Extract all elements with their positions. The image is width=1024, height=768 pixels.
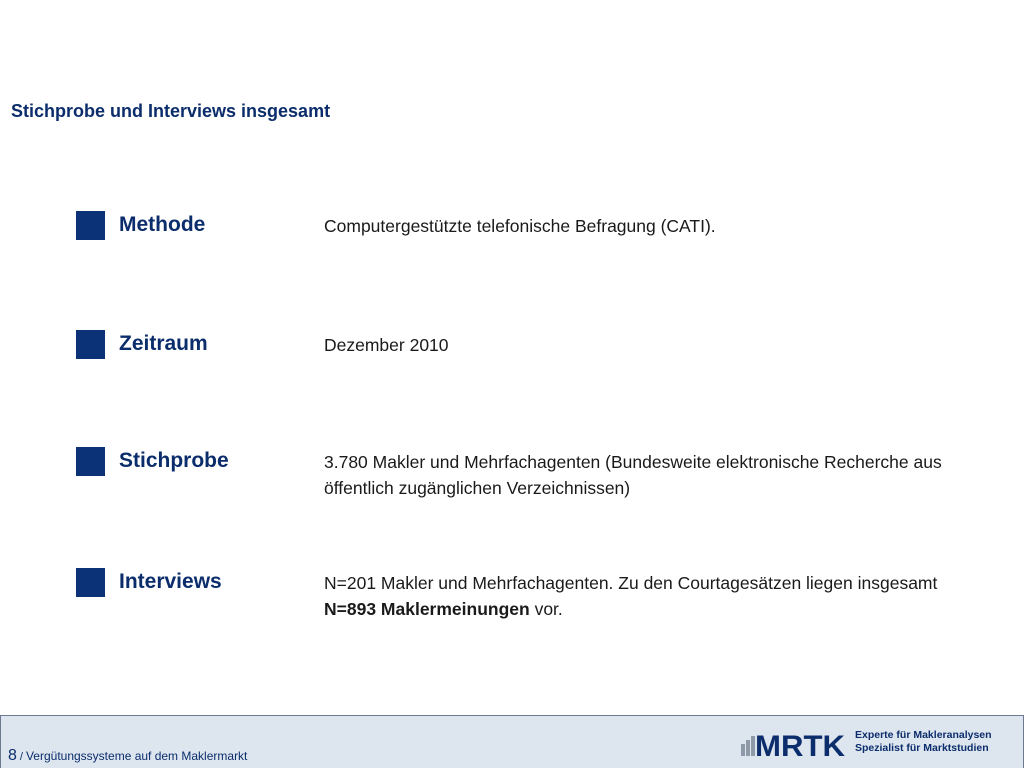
square-bullet-icon [76, 330, 105, 359]
item-label: Interviews [119, 570, 222, 593]
page-number: 8 [8, 747, 17, 764]
footer-bar [0, 715, 1024, 768]
footer-caption [8, 747, 247, 765]
square-bullet-icon [76, 211, 105, 240]
item-text-bold: N=893 Maklermeinungen [324, 599, 530, 619]
logo-bar-1 [741, 744, 745, 756]
square-bullet-icon [76, 568, 105, 597]
item-label: Methode [119, 213, 206, 236]
footer-tagline [855, 729, 992, 755]
item-text: Dezember 2010 [324, 335, 449, 355]
item-text [324, 570, 944, 622]
tagline-line-1: Experte für Makleranalysen [855, 729, 992, 741]
footer-subtitle: Vergütungssysteme auf dem Maklermarkt [25, 749, 248, 763]
tagline-line-2: Spezialist für Marktstudien [855, 742, 989, 754]
item-text: Computergestützte telefonische Befragung (CATI). [324, 216, 716, 236]
item-label: Zeitraum [119, 332, 208, 355]
logo-bar-2 [746, 740, 750, 756]
item-text-suffix: vor. [529, 599, 563, 619]
item-text-prefix: N=201 Makler und Mehrfachagenten. Zu den Courtagesätzen liegen insgesamt [324, 573, 938, 593]
mrtk-logo-icon [741, 728, 847, 758]
item-text: 3.780 Makler und Mehrfachagenten (Bundesweite elektronische Recherche aus öffentlich zugänglichen Verzeichnissen) [324, 452, 942, 498]
footer-separator: / [19, 751, 23, 763]
page-title: Stichprobe und Interviews insgesamt [11, 101, 331, 121]
square-bullet-icon [76, 447, 105, 476]
item-label: Stichprobe [119, 449, 229, 472]
logo-text: MRTK [755, 730, 846, 758]
